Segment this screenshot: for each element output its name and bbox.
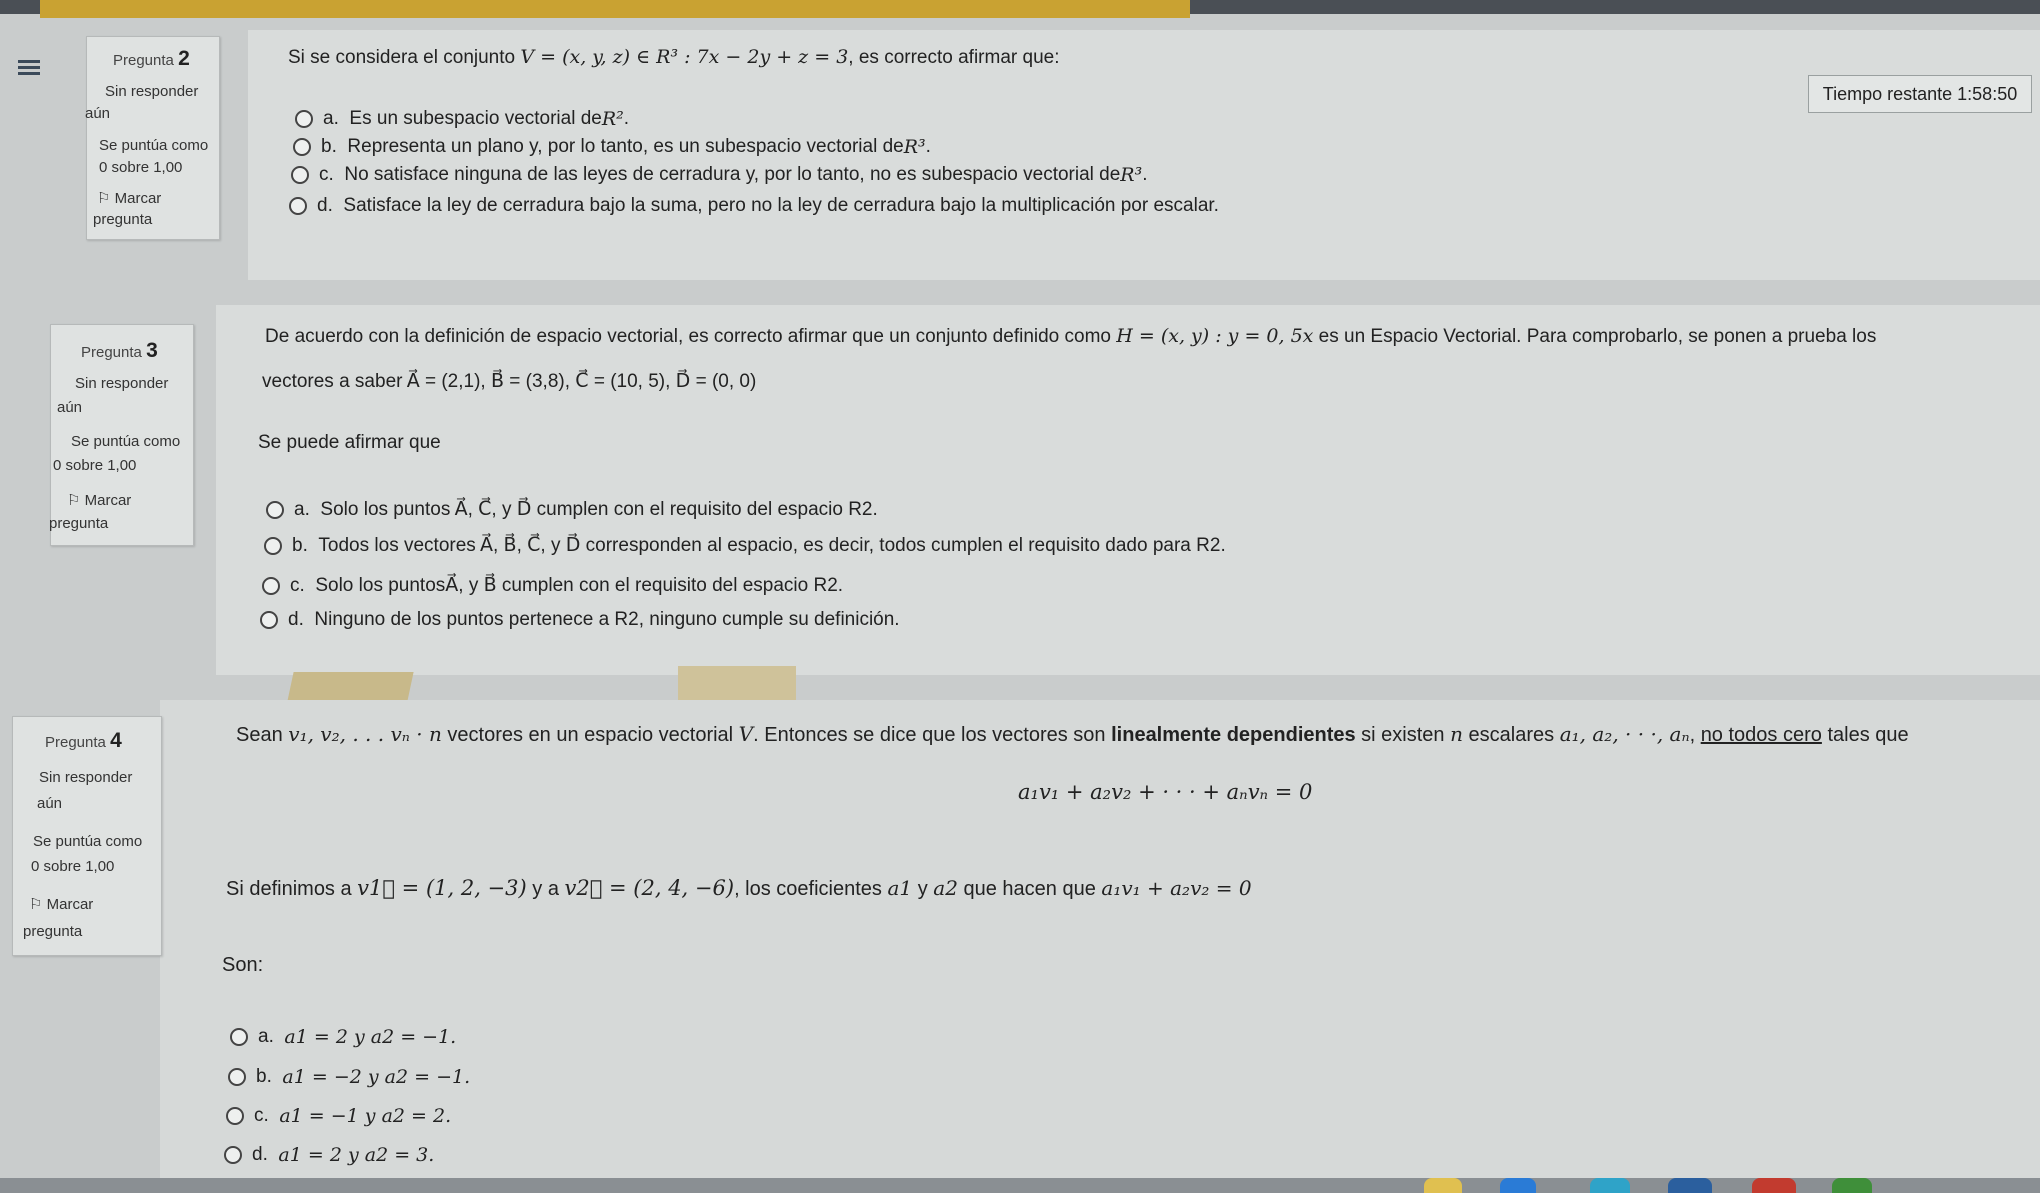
question-4-flag[interactable]: ⚐ Marcar <box>29 896 94 913</box>
question-2-status: Sin responder <box>105 83 199 100</box>
question-4-score: Se puntúa como <box>33 833 143 850</box>
question-3-option-b[interactable]: b. Todos los vectores A⃗, B⃗, C⃗, y D⃗ corresponden al espacio, es decir, todos cumplen el requisito dado para R2. <box>264 534 1226 557</box>
question-4-son: Son: <box>222 954 264 976</box>
question-3-flag-2[interactable]: pregunta <box>49 515 109 532</box>
top-bar-accent <box>40 0 1190 18</box>
question-4-option-a[interactable]: a. a1 = 2 y a2 = −1. <box>230 1026 456 1048</box>
question-3-status-2: aún <box>57 399 83 416</box>
question-4-info <box>12 716 162 956</box>
question-4-number: Pregunta 4 <box>45 729 122 752</box>
edge-icon[interactable] <box>1590 1178 1630 1193</box>
question-3-stem: De acuerdo con la definición de espacio vectorial, es correcto afirmar que un conjunto definido como H = (x, y) : y = 0, 5x es un Espacio Vectorial. Para comprobarlo, se ponen a prueba los <box>265 325 1877 347</box>
question-2-option-c[interactable]: c. No satisface ninguna de las leyes de cerradura y, por lo tanto, no es subespacio vectorial de R³ . <box>291 164 1148 186</box>
question-4-option-b[interactable]: b. a1 = −2 y a2 = −1. <box>228 1066 470 1088</box>
radio-button[interactable] <box>226 1107 244 1125</box>
question-3-score-2: 0 sobre 1,00 <box>53 457 137 474</box>
question-3-number: Pregunta 3 <box>81 339 158 362</box>
question-4-option-d[interactable]: d. a1 = 2 y a2 = 3. <box>224 1144 434 1166</box>
question-2-score: Se puntúa como <box>99 137 209 154</box>
app-icon[interactable] <box>1500 1178 1536 1193</box>
radio-button[interactable] <box>295 110 313 128</box>
taskbar <box>0 1178 2040 1193</box>
question-2-option-b[interactable]: b. Representa un plano y, por lo tanto, es un subespacio vectorial de R³ . <box>293 136 931 158</box>
question-2-info <box>86 36 220 240</box>
radio-button[interactable] <box>230 1028 248 1046</box>
question-4-status: Sin responder <box>39 769 133 786</box>
folder-icon[interactable] <box>1424 1178 1462 1193</box>
radio-button[interactable] <box>289 197 307 215</box>
chrome-icon[interactable] <box>1752 1178 1796 1193</box>
radio-button[interactable] <box>264 537 282 555</box>
radio-button[interactable] <box>260 611 278 629</box>
question-3-option-d[interactable]: d. Ninguno de los puntos pertenece a R2, ninguno cumple su definición. <box>260 609 900 631</box>
question-4-status-2: aún <box>37 795 63 812</box>
question-3-flag[interactable]: ⚐ Marcar <box>67 492 132 509</box>
question-3-vectors: vectores a saber A⃗ = (2,1), B⃗ = (3,8), C⃗ = (10, 5), D⃗ = (0, 0) <box>262 371 757 392</box>
question-3-prompt: Se puede afirmar que <box>258 432 441 453</box>
question-4-equation: a₁v₁ + a₂v₂ + · · · + aₙvₙ = 0 <box>1018 780 1313 804</box>
radio-button[interactable] <box>262 577 280 595</box>
radio-button[interactable] <box>293 138 311 156</box>
question-2-option-d[interactable]: d. Satisface la ley de cerradura bajo la suma, pero no la ley de cerradura bajo la multiplicación por escalar. <box>289 195 1219 217</box>
no-todos-cero-link[interactable]: no todos cero <box>1700 724 1822 746</box>
question-2-number: Pregunta 2 <box>113 47 190 70</box>
question-2-status-2: aún <box>85 105 111 122</box>
radio-button[interactable] <box>291 166 309 184</box>
time-remaining: Tiempo restante 1:58:50 <box>1808 75 2032 113</box>
question-4-flag-2[interactable]: pregunta <box>23 923 83 940</box>
flag-icon: ⚐ <box>97 190 115 207</box>
question-4-definition: Si definimos a v1⃗ = (1, 2, −3) y a v2⃗ = (2, 4, −6), los coeficientes a1 y a2 que hacen que a₁v₁ + a₂v₂ = 0 <box>226 876 1252 900</box>
question-2-score-2: 0 sobre 1,00 <box>99 159 183 176</box>
question-3-option-c[interactable]: c. Solo los puntosA⃗, y B⃗ cumplen con el requisito del espacio R2. <box>262 574 843 597</box>
top-bar <box>0 0 2040 14</box>
radio-button[interactable] <box>228 1068 246 1086</box>
question-4-score-2: 0 sobre 1,00 <box>31 858 115 875</box>
radio-button[interactable] <box>224 1146 242 1164</box>
flag-icon: ⚐ <box>29 896 47 913</box>
quiz-navigation-icon[interactable] <box>18 60 40 78</box>
question-3-status: Sin responder <box>75 375 169 392</box>
question-4-option-c[interactable]: c. a1 = −1 y a2 = 2. <box>226 1105 451 1127</box>
question-2-flag-2[interactable]: pregunta <box>93 211 153 228</box>
question-4-stem: Sean v₁, v₂, . . . vₙ · n vectores en un espacio vectorial V. Entonces se dice que los vectores son linealmente dependientes si existen n escalares a₁, a₂, · · ·, aₙ, no todos cero tales que <box>236 722 1909 746</box>
section-separator-tab <box>678 666 796 704</box>
question-2-option-a[interactable]: a. Es un subespacio vectorial de R² . <box>295 108 629 130</box>
radio-button[interactable] <box>266 501 284 519</box>
store-icon[interactable] <box>1668 1178 1712 1193</box>
question-3-info <box>50 324 194 546</box>
question-3-option-a[interactable]: a. Solo los puntos A⃗, C⃗, y D⃗ cumplen con el requisito del espacio R2. <box>266 498 878 521</box>
app-icon-2[interactable] <box>1832 1178 1872 1193</box>
flag-icon: ⚐ <box>67 492 85 509</box>
question-2-stem: Si se considera el conjunto V = (x, y, z) ∈ R³ : 7x − 2y + z = 3, es correcto afirmar que: <box>288 46 1060 68</box>
question-2-flag[interactable]: ⚐ Marcar <box>97 190 162 207</box>
question-3-score: Se puntúa como <box>71 433 181 450</box>
